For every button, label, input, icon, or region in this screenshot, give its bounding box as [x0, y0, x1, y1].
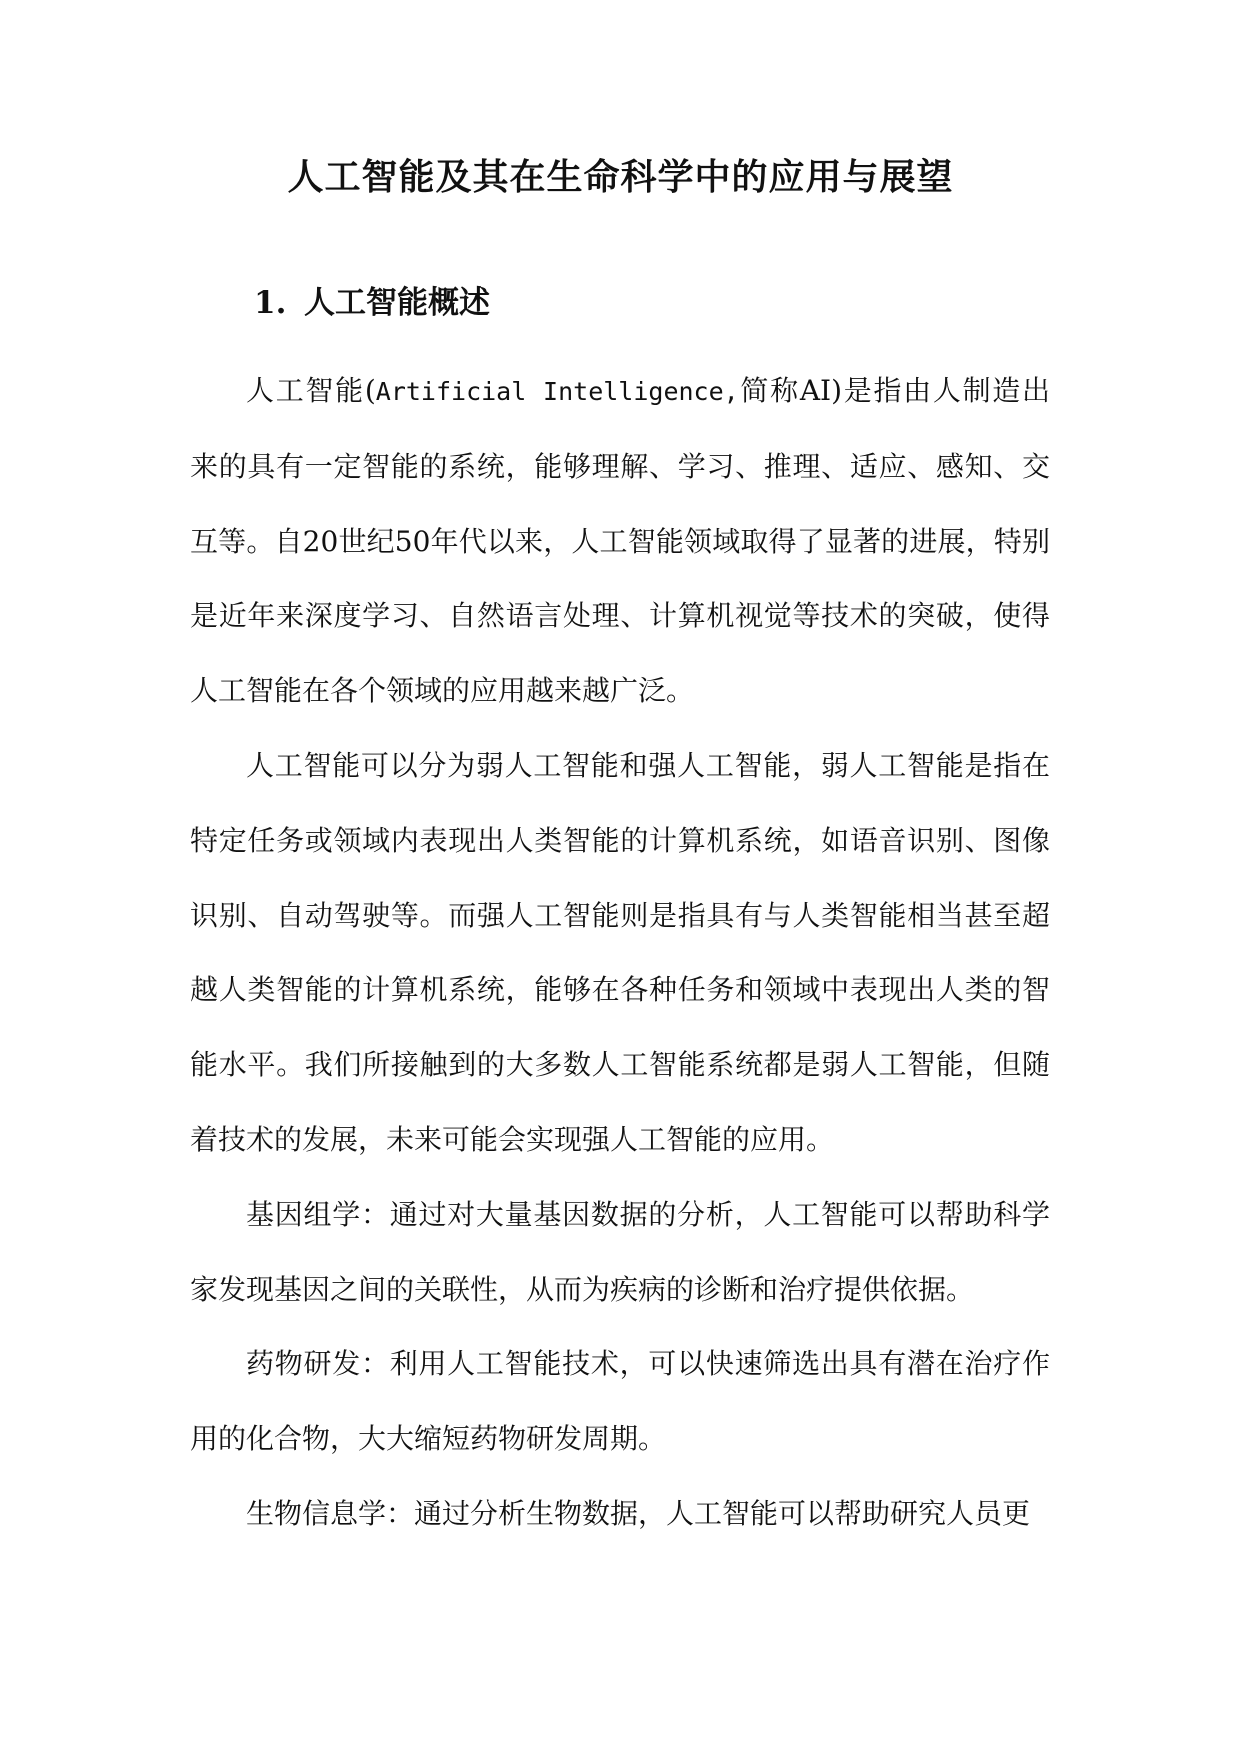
paragraph-weak-strong-ai: 人工智能可以分为弱人工智能和强人工智能，弱人工智能是指在特定任务或领域内表现出人类智能的计算机系统，如语音识别、图像识别、自动驾驶等。而强人工智能则是指具有与人类智能相当甚至超越人类智能的计算机系统，能够在各种任务和领域中表现出人类的智能水平。我们所接触到的大多数人工智能系统都是弱人工智能，但随着技术的发展，未来可能会实现强人工智能的应用。 — [190, 748, 1050, 1156]
document-title: 人工智能及其在生命科学中的应用与展望 — [287, 156, 954, 198]
paragraph-drug-discovery: 药物研发：利用人工智能技术，可以快速筛选出具有潜在治疗作用的化合物，大大缩短药物研发周期。 — [190, 1347, 1050, 1456]
paragraph-lead: 人工智能( — [246, 374, 376, 407]
section-number: 1. — [254, 285, 287, 321]
document-body — [190, 354, 1050, 1552]
paragraph-genomics: 基因组学：通过对大量基因数据的分析，人工智能可以帮助科学家发现基因之间的关联性，从而为疾病的诊断和治疗提供依据。 — [190, 1197, 1050, 1306]
paragraph-bioinformatics: 生物信息学：通过分析生物数据，人工智能可以帮助研究人员更 — [246, 1496, 1031, 1530]
paragraph-ai-definition — [190, 354, 1050, 729]
section-heading — [254, 276, 490, 330]
section-heading-text: 人工智能概述 — [304, 285, 490, 321]
paragraph-latin-term: Artificial Intelligence, — [375, 377, 739, 406]
paragraph-rest: 简称AI)是指由人制造出来的具有一定智能的系统，能够理解、学习、推理、适应、感知、交互等。自20世纪50年代以来，人工智能领域取得了显著的进展，特别是近年来深度学习、自然语言处理、计算机视觉等技术的突破，使得人工智能在各个领域的应用越来越广泛。 — [190, 374, 1050, 708]
